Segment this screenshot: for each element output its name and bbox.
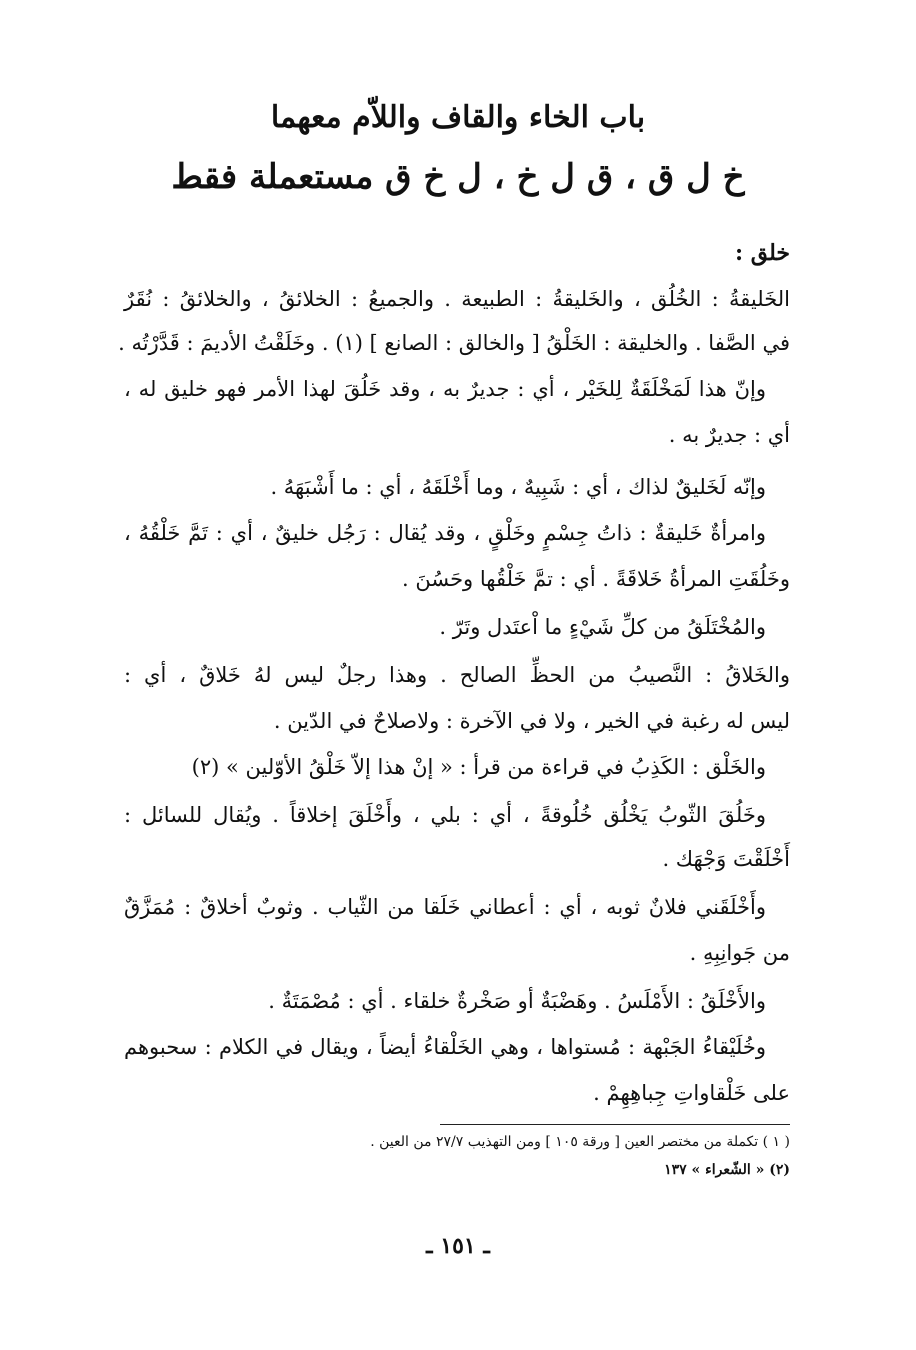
chapter-subtitle: خ ل ق ، ق ل خ ، ل خ ق مستعملة فقط (171, 157, 745, 197)
text-line: الخَليقةُ : الخُلُق ، والخَليقةُ : الطبيعة . والجميعُ : الخلائقُ ، والخلائقُ : نُقَرٌ (124, 287, 790, 311)
text-line: وامرأةٌ خَليقةٌ : ذاتُ جِسْمٍ وخَلْقٍ ، وقد يُقال : رَجُل خليقٌ ، أي : تَمَّ خَلْقُهُ ، (124, 521, 766, 545)
text-line: وأَخْلَقَني فلانٌ ثوبه ، أي : أعطاني خَلَقا من الثّياب . وثوبٌ أخلاقٌ : مُمَزَّقٌ (124, 895, 766, 919)
text-line: وخَلُقَ الثّوبُ يَخْلُق خُلُوقةً ، أي : بلي ، وأَخْلَقَ إخلاقاً . ويُقال للسائل : (124, 803, 766, 827)
text-line: من جَوانِبِهِ . (689, 941, 790, 965)
text-line: وإنّه لَخَليقٌ لذاك ، أي : شَبِيهٌ ، وما أَخْلَقَهُ ، أي : ما أَشْبَهَهُ . (270, 475, 766, 499)
section-heading: خلق : (734, 240, 790, 266)
chapter-title: باب الخاء والقاف واللاّم معهما (270, 100, 646, 135)
text-line: وخُلَيْقاءُ الجَبْهة : مُستواها ، وهي الخَلْقاءُ أيضاً ، ويقال في الكلام : سحبوهم (124, 1035, 766, 1059)
text-line: والخَلاقُ : النَّصيبُ من الحظِّ الصالح . وهذا رجلٌ ليس لهُ خَلاقٌ ، أي : (124, 663, 790, 687)
text-line: والأَخْلَقُ : الأَمْلَسُ . وهَضْبَةٌ أو صَخْرةٌ خلقاء . أي : مُصْمَتَةٌ . (268, 989, 766, 1013)
text-line: أَخْلَقْتَ وَجْهَك . (662, 847, 790, 871)
text-line: والمُخْتَلَقُ من كلِّ شَيْءٍ ما اْعتَدل وتَرّ . (439, 615, 766, 639)
text-line: على خَلْقاواتِ جِباهِهِمْ . (593, 1081, 790, 1105)
text-line: والخَلْق : الكَذِبُ في قراءة من قرأ : « إنْ هذا إلاّ خَلْقُ الأوّلين » (٢) (191, 755, 766, 779)
text-line: وإنّ هذا لَمَخْلَقَةٌ لِلخَيْر ، أي : جديرٌ به ، وقد خَلُقَ لهذا الأمر فهو خليق له ، (124, 377, 766, 401)
footnote-2: (٢) « الشّعراء » ١٣٧ (664, 1162, 790, 1178)
text-line: في الصَّفا . والخليقة : الخَلْقُ [ والخالق : الصانع ] (١) . وخَلَقْتُ الأديمَ : قَدَّرْتُه . (118, 331, 790, 355)
text-line: وخَلُقَتِ المرأةُ خَلاقَةً . أي : تمَّ خَلْقُها وحَسُنَ . (402, 567, 790, 591)
page-number: ـ ١٥١ ـ (426, 1233, 490, 1259)
footnote-divider (440, 1124, 790, 1125)
text-line: أي : جديرٌ به . (668, 423, 790, 447)
footnote-1: ( ١ ) تكملة من مختصر العين [ ورقة ١٠٥ ] ومن التهذيب ٢٧/٧ من العين . (370, 1134, 790, 1150)
text-line: ليس له رغبة في الخير ، ولا في الآخرة : ولاصلاحٌ في الدّين . (273, 709, 790, 733)
